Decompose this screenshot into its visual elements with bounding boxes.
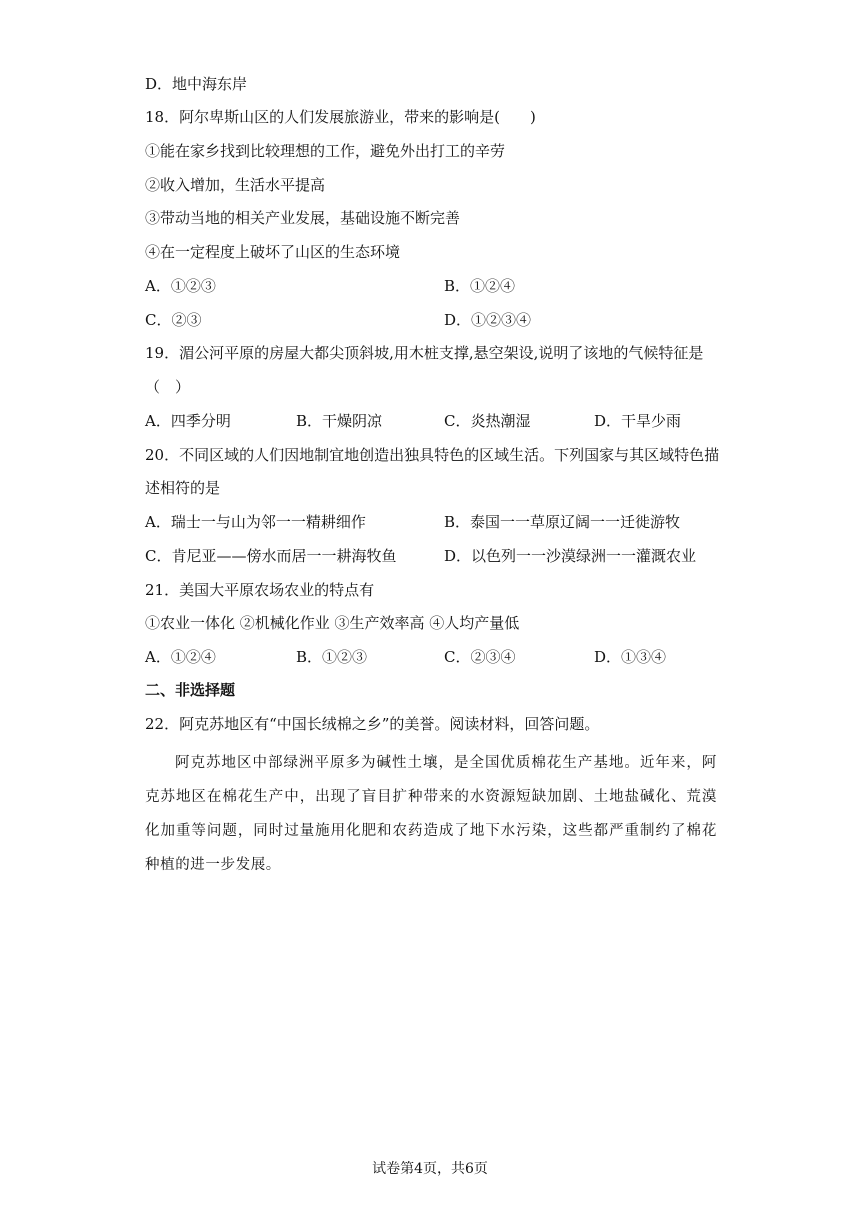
q19-option-c: C．炎热潮湿 [444,412,531,430]
q18-option-a: A．①②③ [145,277,216,295]
q21-option-a: A．①②④ [145,648,216,666]
q20-stem-line1: 20．不同区域的人们因地制宜地创造出独具特色的区域生活。下列国家与其区域特色描 [145,446,720,464]
q18-option-c: C．②③ [145,311,202,329]
q20-option-b: B．泰国一一草原辽阔一一迁徙游牧 [444,513,681,531]
q18-option-b: B．①②④ [444,277,516,295]
page-footer: 试卷第4页，共6页 [372,1161,488,1177]
q21-option-c: C．②③④ [444,648,516,666]
q19-answer-paren: （ ） [145,378,191,396]
q17-option-d: D．地中海东岸 [145,75,248,93]
q18-statement-1: ①能在家乡找到比较理想的工作，避免外出打工的辛劳 [145,142,506,160]
q22-stem: 22．阿克苏地区有“中国长绒棉之乡”的美誉。阅读材料，回答问题。 [145,715,600,733]
q22-passage: 阿克苏地区中部绿洲平原多为碱性土壤，是全国优质棉花生产基地。近年来，阿克苏地区在棉花生产中，出现了盲目扩种带来的水资源短缺加剧、土地盐碱化、荒漠化加重等问题，同时过量施用化肥和农药造成了地下水污染，这些都严重制约了棉花种植的进一步发展。 [145,755,717,873]
q19-option-d: D．干旱少雨 [594,412,682,430]
q19-option-a: A．四季分明 [145,412,231,430]
q21-stem: 21．美国大平原农场农业的特点有 [145,581,375,599]
q18-stem: 18．阿尔卑斯山区的人们发展旅游业，带来的影响是( ) [145,108,536,126]
q21-option-b: B．①②③ [296,648,368,666]
q18-statement-2: ②收入增加，生活水平提高 [145,176,326,194]
q19-stem: 19．湄公河平原的房屋大都尖顶斜坡,用木桩支撑,悬空架设,说明了该地的气候特征是 [145,344,704,362]
q18-option-d: D．①②③④ [444,311,532,329]
q20-option-c: C．肯尼亚——傍水而居一一耕海牧鱼 [145,547,397,565]
q21-option-d: D．①③④ [594,648,667,666]
q20-stem-line2: 述相符的是 [145,479,221,497]
q18-statement-3: ③带动当地的相关产业发展，基础设施不断完善 [145,209,461,227]
q21-statements: ①农业一体化 ②机械化作业 ③生产效率高 ④人均产量低 [145,614,520,632]
section-heading: 二、非选择题 [145,681,236,699]
q20-option-a: A．瑞士一与山为邻一一精耕细作 [145,513,366,531]
q20-option-d: D．以色列一一沙漠绿洲一一灌溉农业 [444,547,697,565]
q19-option-b: B．干燥阴凉 [296,412,383,430]
q18-statement-4: ④在一定程度上破坏了山区的生态环境 [145,243,401,261]
